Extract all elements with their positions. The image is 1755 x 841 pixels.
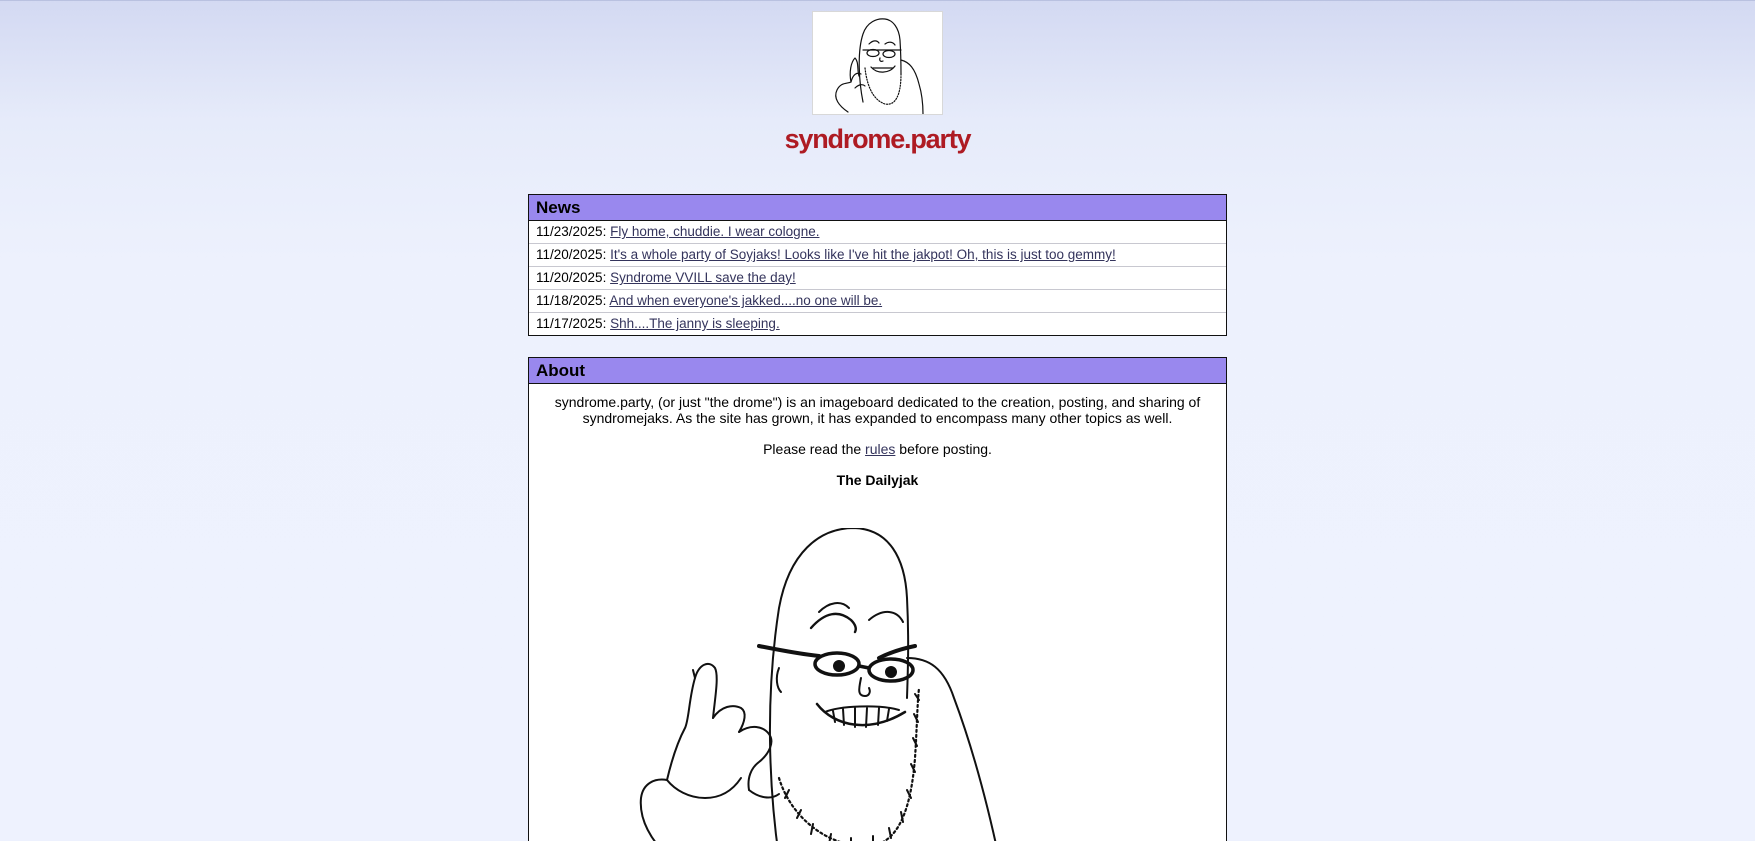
rules-notice <box>553 441 1202 457</box>
site-header <box>0 11 1755 154</box>
rules-link[interactable]: rules <box>865 441 896 457</box>
news-date: 11/23/2025: <box>536 224 607 239</box>
top-border <box>0 0 1755 1</box>
news-list <box>529 221 1226 335</box>
news-link[interactable]: And when everyone's jakked....no one will be. <box>609 293 883 308</box>
site-title: syndrome.party <box>784 124 971 154</box>
news-item <box>529 267 1226 290</box>
news-date: 11/20/2025: <box>536 270 607 285</box>
rules-prefix: Please read the <box>763 441 866 457</box>
dailyjak-image[interactable] <box>629 528 1049 841</box>
news-link[interactable]: Fly home, chuddie. I wear cologne. <box>610 224 820 239</box>
news-date: 11/20/2025: <box>536 247 607 262</box>
rules-suffix: before posting. <box>895 441 992 457</box>
news-item <box>529 290 1226 313</box>
news-link[interactable]: Syndrome VVILL save the day! <box>610 270 796 285</box>
site-logo[interactable] <box>812 11 943 115</box>
news-item <box>529 244 1226 267</box>
news-box <box>528 194 1227 336</box>
about-description: syndrome.party, (or just "the drome") is an imageboard dedicated to the creation, posting, and sharing of syndromejaks. As the site has grown, it has expanded to encompass many other topics as well. <box>554 394 1201 426</box>
news-link[interactable]: It's a whole party of Soyjaks! Looks like I've hit the jakpot! Oh, this is just too gemmy! <box>610 247 1116 262</box>
news-link[interactable]: Shh....The janny is sleeping. <box>610 316 780 331</box>
news-heading: News <box>529 195 1226 221</box>
news-date: 11/18/2025: <box>536 293 607 308</box>
about-heading: About <box>529 358 1226 384</box>
about-body <box>529 384 1226 488</box>
news-item <box>529 221 1226 244</box>
dailyjak-title: The Dailyjak <box>836 472 919 488</box>
news-date: 11/17/2025: <box>536 316 607 331</box>
about-box <box>528 357 1227 841</box>
soyjak-face-icon <box>813 12 942 114</box>
news-item <box>529 313 1226 335</box>
